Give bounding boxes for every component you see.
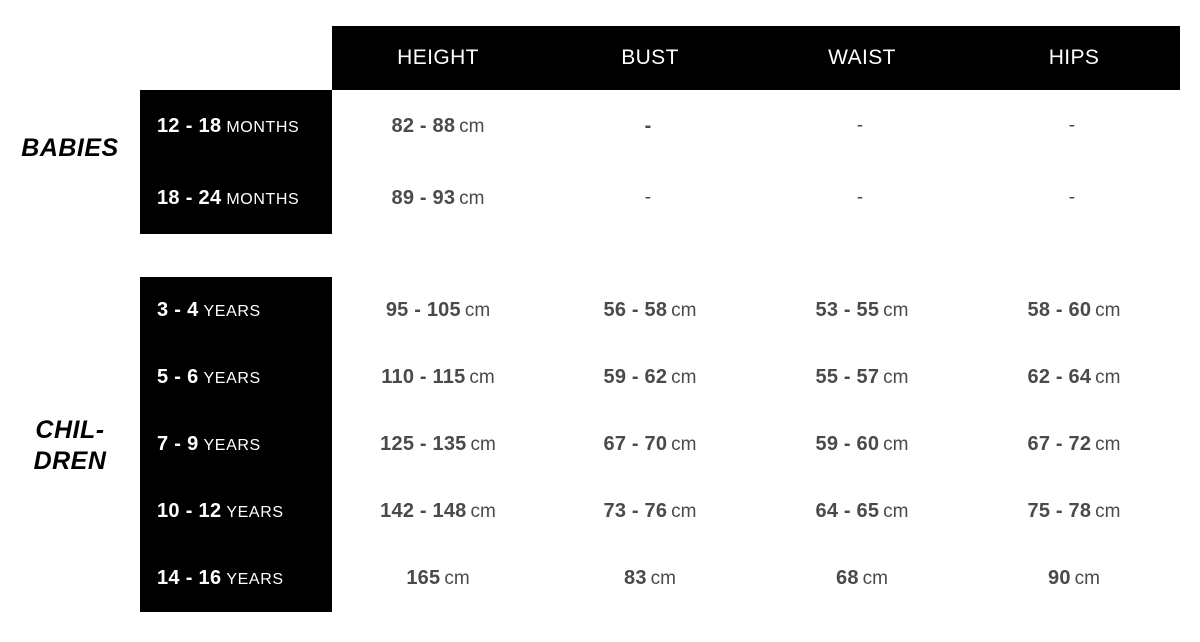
cell-height — [332, 299, 544, 322]
cell-value: 75 - 78 — [1027, 500, 1092, 522]
cell-hips — [968, 115, 1180, 137]
cell-value: 73 - 76 — [603, 500, 668, 522]
group-label-children-line2: DREN — [33, 447, 107, 475]
cell-height — [332, 500, 544, 523]
cell-unit: cm — [1095, 300, 1121, 321]
cell-value: 95 - 105 — [385, 299, 461, 321]
children-rows — [140, 277, 1180, 612]
cell-value: 64 - 65 — [815, 500, 880, 522]
cell-bust — [544, 567, 756, 590]
cell-height — [332, 187, 544, 210]
cell-value: 90 — [1048, 567, 1071, 589]
size-label-cell — [140, 187, 332, 210]
table-row — [140, 344, 1180, 411]
table-row — [140, 277, 1180, 344]
size-unit: YEARS — [226, 504, 284, 521]
cell-unit: cm — [1095, 367, 1121, 388]
cell-bust — [544, 187, 756, 209]
cell-height — [332, 567, 544, 590]
cell-value: 83 — [624, 567, 647, 589]
cell-value: - — [1068, 115, 1076, 136]
column-header-waist: WAIST — [828, 46, 896, 69]
size-range: 5 - 6 — [157, 366, 199, 388]
group-label-children — [0, 415, 140, 477]
babies-rows — [140, 90, 1180, 234]
table-row — [140, 90, 1180, 162]
size-unit: YEARS — [203, 303, 261, 320]
size-unit: YEARS — [226, 571, 284, 588]
size-range: 7 - 9 — [157, 433, 199, 455]
size-unit: YEARS — [203, 370, 261, 387]
cell-unit: cm — [671, 367, 697, 388]
cell-unit: cm — [862, 568, 888, 589]
cell-unit: cm — [671, 501, 697, 522]
cell-bust — [544, 115, 756, 138]
table-header-row — [332, 26, 1180, 90]
group-label-children-line1: CHIL- — [35, 416, 105, 444]
size-range: 3 - 4 — [157, 299, 199, 321]
cell-value: 125 - 135 — [380, 433, 467, 455]
cell-hips — [968, 500, 1180, 523]
cell-unit: cm — [883, 434, 909, 455]
cell-value: - — [856, 187, 864, 208]
cell-unit: cm — [883, 501, 909, 522]
size-range: 10 - 12 — [157, 500, 222, 522]
cell-value: 59 - 60 — [815, 433, 880, 455]
cell-hips — [968, 366, 1180, 389]
cell-bust — [544, 433, 756, 456]
cell-unit: cm — [1074, 568, 1100, 589]
cell-value: 142 - 148 — [380, 500, 467, 522]
cell-unit: cm — [469, 367, 495, 388]
cell-unit: cm — [671, 300, 697, 321]
cell-value: - — [856, 115, 864, 136]
size-unit: MONTHS — [226, 190, 300, 208]
cell-bust — [544, 500, 756, 523]
cell-value: 165 — [406, 567, 441, 589]
cell-hips — [968, 299, 1180, 322]
size-range: 18 - 24 — [157, 186, 222, 209]
cell-value: - — [1068, 187, 1076, 208]
cell-value: 62 - 64 — [1027, 366, 1092, 388]
cell-hips — [968, 433, 1180, 456]
cell-hips — [968, 567, 1180, 590]
cell-value: 55 - 57 — [815, 366, 880, 388]
cell-unit: cm — [459, 187, 485, 209]
cell-unit: cm — [650, 568, 676, 589]
cell-value: 89 - 93 — [391, 186, 456, 209]
size-label-cell — [140, 366, 332, 389]
size-label-cell — [140, 433, 332, 456]
size-range: 14 - 16 — [157, 567, 222, 589]
cell-unit: cm — [459, 115, 485, 137]
size-range: 12 - 18 — [157, 114, 222, 137]
cell-waist — [756, 187, 968, 209]
column-header-bust: BUST — [621, 46, 679, 69]
cell-unit: cm — [883, 300, 909, 321]
cell-value: 67 - 72 — [1027, 433, 1092, 455]
size-unit: YEARS — [203, 437, 261, 454]
cell-waist — [756, 433, 968, 456]
cell-waist — [756, 500, 968, 523]
size-label-cell — [140, 567, 332, 590]
cell-unit: cm — [671, 434, 697, 455]
cell-height — [332, 115, 544, 138]
cell-unit: cm — [1095, 434, 1121, 455]
table-row — [140, 411, 1180, 478]
cell-bust — [544, 366, 756, 389]
group-label-babies: BABIES — [21, 134, 119, 162]
column-header-height: HEIGHT — [397, 46, 479, 69]
cell-value: 82 - 88 — [391, 114, 456, 137]
cell-hips — [968, 187, 1180, 209]
cell-value: 68 — [836, 567, 859, 589]
cell-waist — [756, 115, 968, 137]
cell-bust — [544, 299, 756, 322]
cell-waist — [756, 299, 968, 322]
table-row — [140, 478, 1180, 545]
size-label-cell — [140, 299, 332, 322]
column-header-hips: HIPS — [1048, 46, 1100, 69]
cell-value: - — [644, 114, 652, 137]
cell-unit: cm — [464, 300, 491, 321]
size-label-cell — [140, 115, 332, 138]
size-unit: MONTHS — [226, 118, 300, 136]
cell-height — [332, 433, 544, 456]
cell-unit: cm — [470, 501, 496, 522]
cell-value: 56 - 58 — [603, 299, 668, 321]
size-label-cell — [140, 500, 332, 523]
cell-value: 110 - 115 — [381, 366, 466, 388]
table-row — [140, 162, 1180, 234]
cell-waist — [756, 567, 968, 590]
cell-unit: cm — [470, 434, 496, 455]
cell-unit: cm — [444, 568, 470, 589]
cell-waist — [756, 366, 968, 389]
table-row — [140, 545, 1180, 612]
cell-value: 67 - 70 — [603, 433, 668, 455]
cell-value: 59 - 62 — [603, 366, 668, 388]
cell-value: 53 - 55 — [815, 299, 880, 321]
cell-height — [332, 366, 544, 389]
cell-value: - — [644, 187, 652, 208]
cell-unit: cm — [1095, 501, 1121, 522]
cell-unit: cm — [883, 367, 909, 388]
cell-value: 58 - 60 — [1027, 299, 1092, 321]
